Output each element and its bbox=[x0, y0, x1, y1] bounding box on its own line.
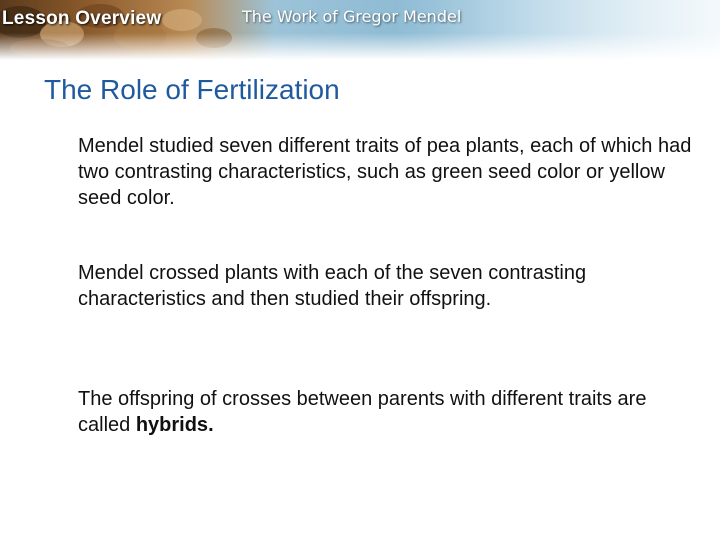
paragraph-traits-text: Mendel studied seven different traits of pea plants, each of which had two contrasting characteristics, such as green seed color or yellow seed color. bbox=[78, 135, 692, 209]
unit-title: The Work of Gregor Mendel bbox=[242, 7, 462, 26]
paragraph-hybrids bbox=[78, 386, 698, 438]
header-banner bbox=[0, 0, 720, 60]
paragraph-crosses bbox=[78, 260, 698, 312]
hybrids-term: hybrids bbox=[135, 414, 209, 436]
paragraph-crosses-text: Mendel crossed plants with each of the seven contrasting characteristics and then studied their offspring. bbox=[78, 262, 587, 310]
paragraph-hybrids-text: The offspring of crosses between parents with different traits are called bbox=[78, 388, 647, 436]
lesson-overview-label: Lesson Overview bbox=[2, 8, 162, 29]
paragraph-traits bbox=[78, 133, 698, 211]
hybrids-period: . bbox=[208, 414, 214, 436]
slide-title: The Role of Fertilization bbox=[44, 74, 340, 105]
